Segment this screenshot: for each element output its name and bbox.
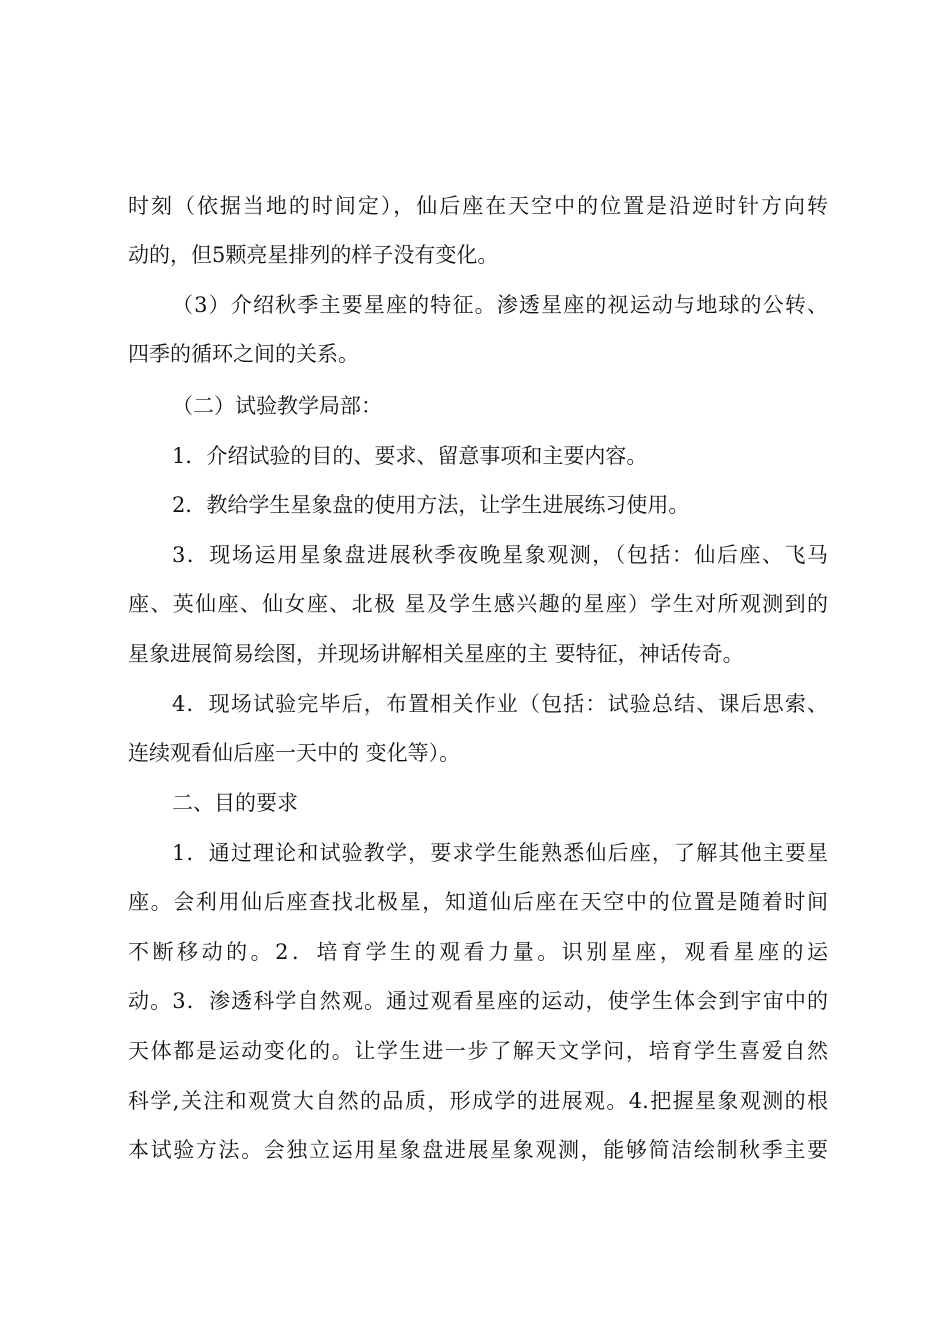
paragraph-line: 座、英仙座、仙女座、北极 星及学生感兴趣的星座）学生对所观测到的 <box>128 592 828 616</box>
paragraph-line: 四季的循环之间的关系。 <box>128 342 359 366</box>
paragraph-line: 动的，但5颗亮星排列的样子没有变化。 <box>128 243 499 267</box>
list-item: 2．教给学生星象盘的使用方法，让学生进展练习使用。 <box>172 493 690 517</box>
paragraph-line: 时刻（依据当地的时间定），仙后座在天空中的位置是沿逆时针方向转 <box>128 194 828 218</box>
paragraph-line: 动。3．渗透科学自然观。通过观看星座的运动，使学生体会到宇宙中的 <box>128 989 828 1013</box>
paragraph-line: 天体都是运动变化的。让学生进一步了解天文学问，培育学生喜爱自然 <box>128 1039 828 1063</box>
paragraph-line: 星象进展简易绘图，并现场讲解相关星座的主 要特征，神话传奇。 <box>128 642 744 666</box>
paragraph-line: 座。会利用仙后座查找北极星，知道仙后座在天空中的位置是随着时间 <box>128 890 828 914</box>
paragraph-line: 连续观看仙后座一天中的 变化等）。 <box>128 741 461 765</box>
list-item: 1．通过理论和试验教学，要求学生能熟悉仙后座，了解其他主要星 <box>172 841 828 865</box>
paragraph-line: 本试验方法。会独立运用星象盘进展星象观测，能够简洁绘制秋季主要 <box>128 1138 828 1162</box>
paragraph-line: （3）介绍秋季主要星座的特征。渗透星座的视运动与地球的公转、 <box>172 293 828 317</box>
paragraph-line: 科学,关注和观赏大自然的品质，形成学的进展观。4.把握星象观测的根 <box>128 1089 828 1113</box>
section-heading: （二）试验教学局部： <box>172 394 382 418</box>
list-item: 3．现场运用星象盘进展秋季夜晚星象观测，（包括：仙后座、飞马 <box>172 543 828 567</box>
list-item: 4．现场试验完毕后，布置相关作业（包括：试验总结、课后思索、 <box>172 692 828 716</box>
section-heading: 二、目的要求 <box>172 791 298 815</box>
paragraph-line: 不断移动的。2．培育学生的观看力量。识别星座，观看星座的运 <box>128 940 828 964</box>
list-item: 1．介绍试验的目的、要求、留意事项和主要内容。 <box>172 444 648 468</box>
